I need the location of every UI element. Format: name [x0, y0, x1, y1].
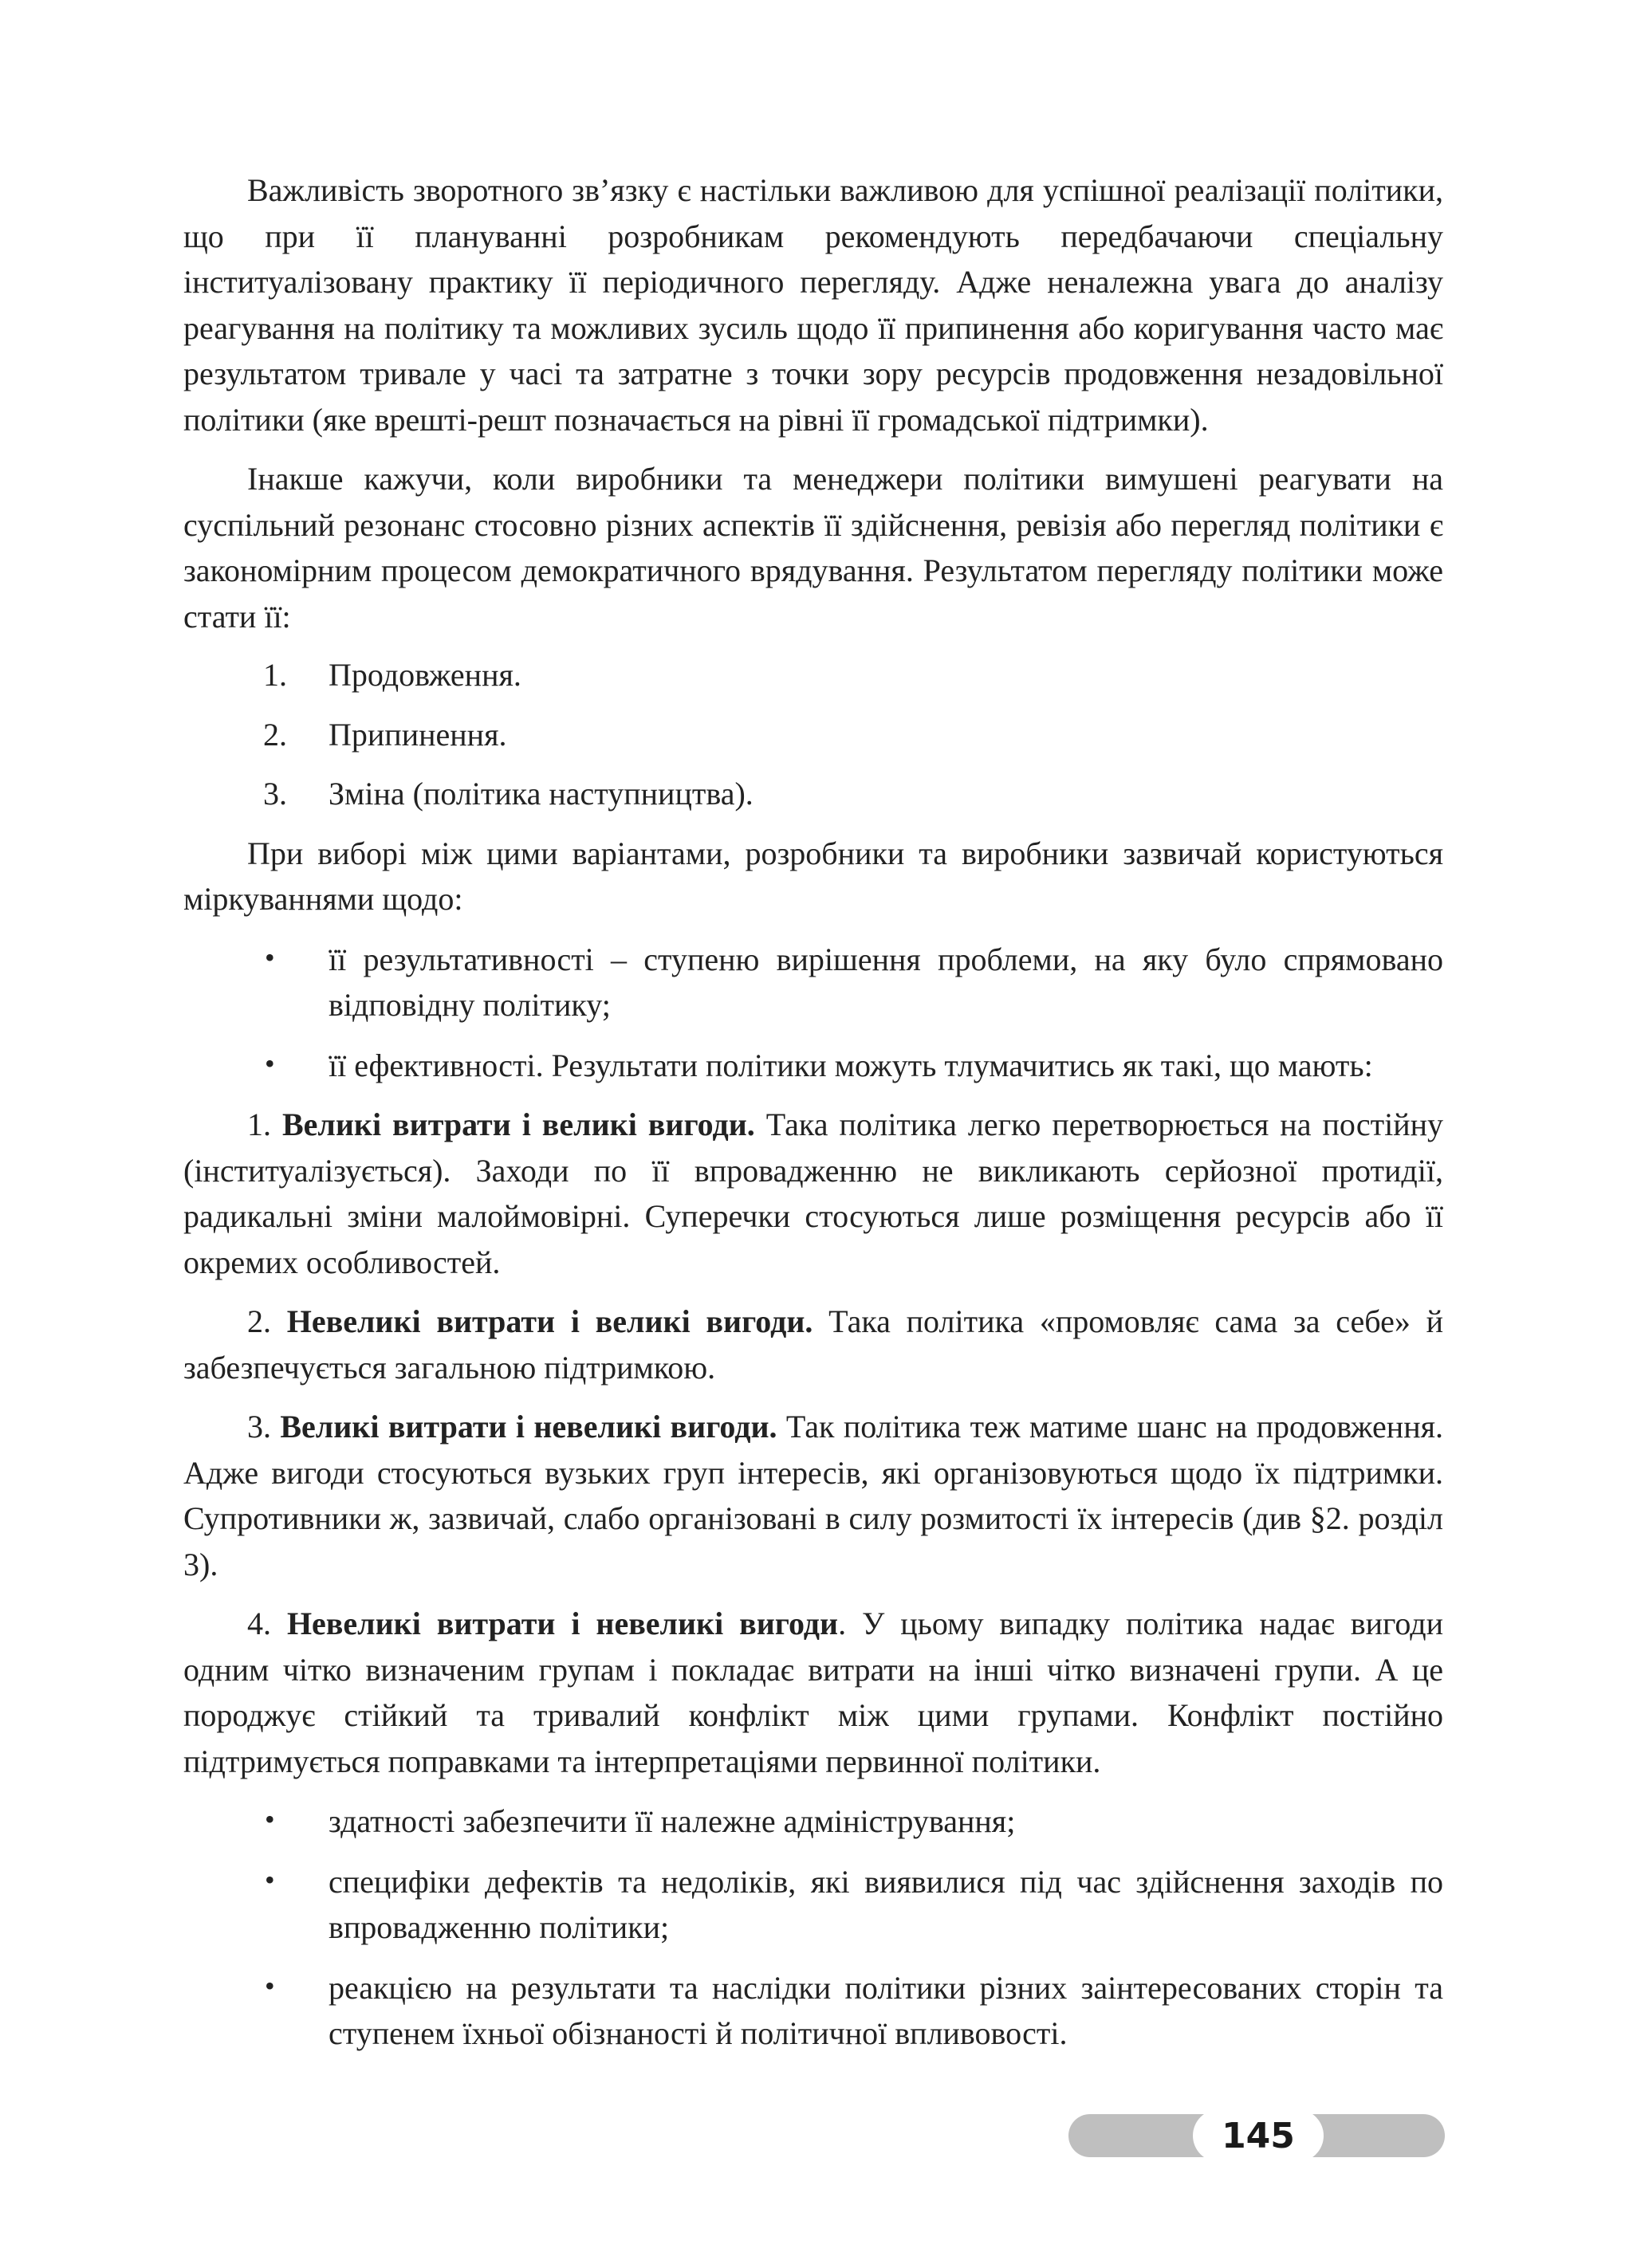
case-text: Так політика теж матиме шанс на продовження. Адже вигоди стосуються вузьких груп інтересів, які організовуються щодо їх підтримки. Супротивники ж, зазвичай, слабо організовані в силу розмитості їх інтересів (див §2. розділ 3). — [183, 1409, 1444, 1582]
bullet-icon: • — [265, 1969, 275, 2002]
additional-considerations-list — [183, 1798, 1443, 2057]
case-title: Великі витрати і невеликі вигоди. — [280, 1409, 777, 1445]
case-title: Невеликі витрати і невеликі вигоди — [286, 1606, 839, 1641]
bullet-icon: • — [265, 1863, 275, 1896]
page-body — [183, 167, 1443, 2057]
list-item-number: 1. — [263, 657, 287, 693]
case-number: 1. — [247, 1106, 271, 1142]
list-item — [183, 771, 1443, 817]
case-number: 4. — [247, 1606, 271, 1641]
bullet-icon: • — [265, 941, 275, 973]
case-paragraph — [183, 1102, 1443, 1285]
review-outcomes-list — [183, 652, 1443, 817]
list-item — [183, 712, 1443, 758]
list-item-number: 2. — [263, 716, 287, 753]
list-item — [183, 1859, 1443, 1951]
list-item-text: специфіки дефектів та недоліків, які виявилися під час здійснення заходів по впровадженню політики; — [329, 1863, 1443, 1945]
list-item-text: здатності забезпечити її належне адміністрування; — [329, 1803, 1016, 1839]
list-item — [183, 652, 1443, 698]
case-paragraph — [183, 1404, 1443, 1587]
case-paragraph — [183, 1601, 1443, 1784]
case-title: Великі витрати і великі вигоди. — [281, 1106, 755, 1142]
case-paragraph — [183, 1299, 1443, 1390]
list-item — [183, 1965, 1443, 2057]
list-item-number: 3. — [263, 776, 287, 812]
case-text: Така політика легко перетворюється на постійну (інституалізується). Заходи по її впровадженню не викликають серйозної протидії, радикальні зміни малоймовірні. Суперечки стосуються лише розміщення ресурсів або її окремих особливостей. — [183, 1106, 1444, 1280]
paragraph-policy-review: Інакше кажучи, коли виробники та менеджери політики вимушені реагувати на суспільний резонанс стосовно різних аспектів її здійснення, ревізія або перегляд політики є закономірним процесом демократичного врядування. Результатом перегляду політики може стати її: — [183, 461, 1443, 635]
list-item-text: реакцією на результати та наслідки політики різних заінтересованих сторін та ступенем їхньої обізнаності й політичної впливовості. — [329, 1969, 1443, 2051]
paragraph-feedback-importance: Важливість зворотного зв’язку є настільки важливою для успішної реалізації політики, що при її плануванні розробникам рекомендують передбачаючи спеціальну інституалізовану практику її періодичного перегляду. Адже неналежна увага до аналізу реагування на політику та можливих зусиль щодо її припинення або коригування часто має результатом тривале у часі та затратне з точки зору ресурсів продовження незадовільної політики (яке врешті-решт позначається на рівні її громадської підтримки). — [183, 172, 1443, 438]
list-item — [183, 1798, 1443, 1845]
case-title: Невеликі витрати і великі вигоди. — [286, 1303, 813, 1339]
list-item-text: Припинення. — [329, 716, 507, 753]
bullet-icon: • — [265, 1047, 275, 1079]
list-item — [183, 937, 1443, 1028]
case-text: Така політика «промовляє сама за себе» й забезпечується загальною підтримкою. — [183, 1303, 1443, 1386]
bullet-icon: • — [265, 1803, 275, 1835]
list-item — [183, 1043, 1443, 1089]
paragraph-choice-considerations: При виборі між цими варіантами, розробники та виробники зазвичай користуються міркуваннями щодо: — [183, 835, 1443, 917]
page-number: 145 — [1193, 2109, 1324, 2162]
list-item-text: її ефективності. Результати політики можуть тлумачитись як такі, що мають: — [329, 1047, 1373, 1083]
list-item-text: Зміна (політика наступництва). — [329, 776, 754, 812]
considerations-list — [183, 937, 1443, 1089]
case-text: . У цьому випадку політика надає вигоди одним чітко визначеним групам і покладає витрати на інші чітко визначені групи. А це породжує стійкий та тривалий конфлікт між цими групами. Конфлікт постійно підтримується поправками та інтерпретаціями первинної політики. — [183, 1606, 1443, 1779]
list-item-text: її результативності – ступеню вирішення проблеми, на яку було спрямовано відповідну політику; — [329, 941, 1443, 1023]
case-number: 3. — [247, 1409, 271, 1445]
list-item-text: Продовження. — [329, 657, 521, 693]
case-number: 2. — [247, 1303, 271, 1339]
